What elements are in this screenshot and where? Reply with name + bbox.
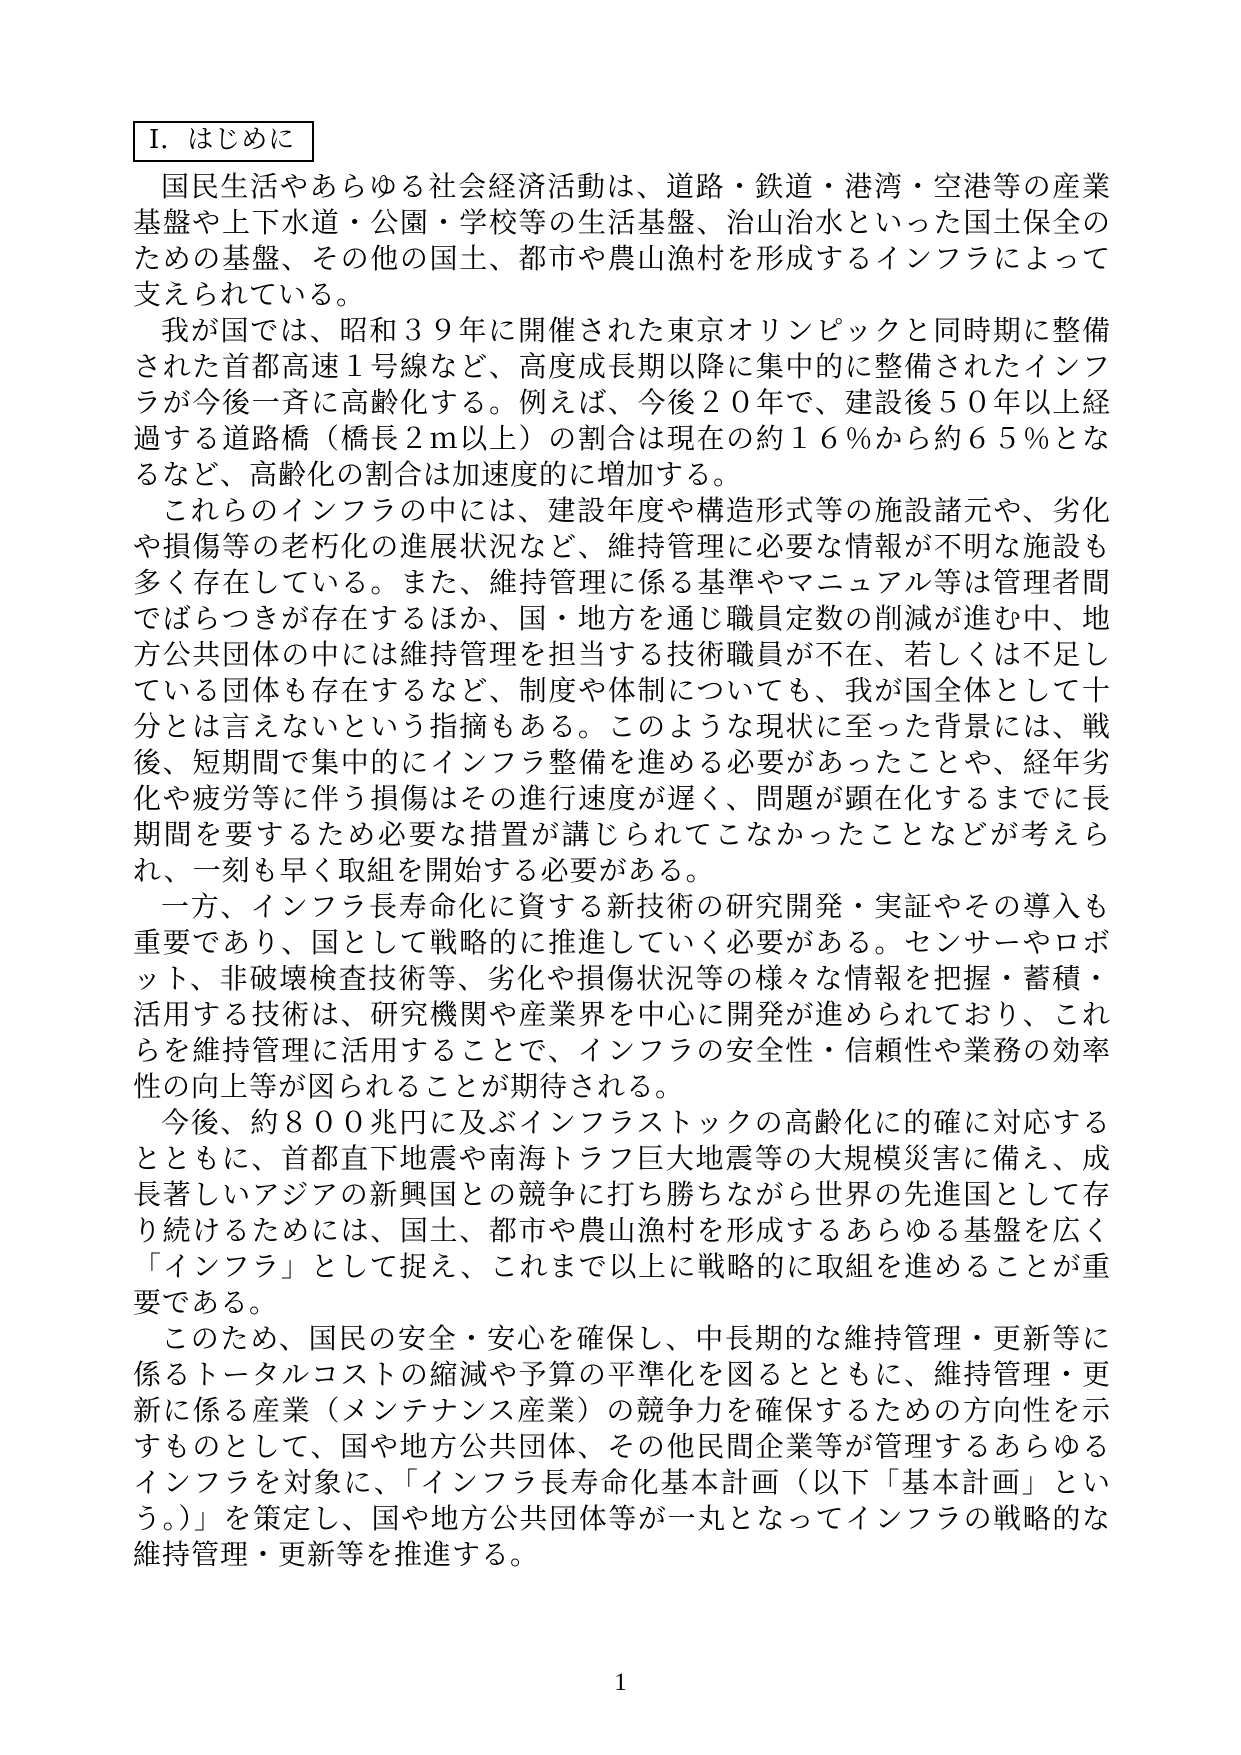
document-body [133,170,1111,1574]
paragraph-1: 国民生活やあらゆる社会経済活動は、道路・鉄道・港湾・空港等の産業基盤や上下水道・公園・学校等の生活基盤、治山治水といった国土保全のための基盤、その他の国土、都市や農山漁村を形成するインフラによって支えられている。 [133,172,1111,311]
paragraph-6: このため、国民の安全・安心を確保し、中長期的な維持管理・更新等に係るトータルコストの縮減や予算の平準化を図るとともに、維持管理・更新に係る産業（メンテナンス産業）の競争力を確保するための方向性を示すものとして、国や地方公共団体、その他民間企業等が管理するあらゆるインフラを対象に、「インフラ長寿命化基本計画（以下「基本計画」という。）」を策定し、国や地方公共団体等が一丸となってインフラの戦略的な維持管理・更新等を推進する。 [133,1324,1111,1571]
page-number: 1 [614,1669,627,1696]
paragraph-5: 今後、約８００兆円に及ぶインフラストックの高齢化に的確に対応するとともに、首都直下地震や南海トラフ巨大地震等の大規模災害に備え、成長著しいアジアの新興国との競争に打ち勝ちながら世界の先進国として存り続けるためには、国土、都市や農山漁村を形成するあらゆる基盤を広く「インフラ」として捉え、これまで以上に戦略的に取組を進めることが重要である。 [133,1108,1111,1319]
paragraph-3: これらのインフラの中には、建設年度や構造形式等の施設諸元や、劣化や損傷等の老朽化の進展状況など、維持管理に必要な情報が不明な施設も多く存在している。また、維持管理に係る基準やマニュアル等は管理者間でばらつきが存在するほか、国・地方を通じ職員定数の削減が進む中、地方公共団体の中には維持管理を担当する技術職員が不在、若しくは不足している団体も存在するなど、制度や体制についても、我が国全体として十分とは言えないという指摘もある。このような現状に至った背景には、戦後、短期間で集中的にインフラ整備を進める必要があったことや、経年劣化や疲労等に伴う損傷はその進行速度が遅く、問題が顕在化するまでに長期間を要するため必要な措置が講じられてこなかったことなどが考えられ、一刻も早く取組を開始する必要がある。 [133,496,1111,887]
paragraph-2: 我が国では、昭和３９年に開催された東京オリンピックと同時期に整備された首都高速１号線など、高度成長期以降に集中的に整備されたインフラが今後一斉に高齢化する。例えば、今後２０年で、建設後５０年以上経過する道路橋（橋長２ｍ以上）の割合は現在の約１６％から約６５％となるなど、高齢化の割合は加速度的に増加する。 [133,316,1111,491]
paragraph-4: 一方、インフラ長寿命化に資する新技術の研究開発・実証やその導入も重要であり、国として戦略的に推進していく必要がある。センサーやロボット、非破壊検査技術等、劣化や損傷状況等の様々な情報を把握・蓄積・活用する技術は、研究機関や産業界を中心に開発が進められており、これらを維持管理に活用することで、インフラの安全性・信頼性や業務の効率性の向上等が図られることが期待される。 [133,892,1111,1103]
section-title-box [133,121,314,162]
section-title: Ⅰ．はじめに [149,125,296,154]
